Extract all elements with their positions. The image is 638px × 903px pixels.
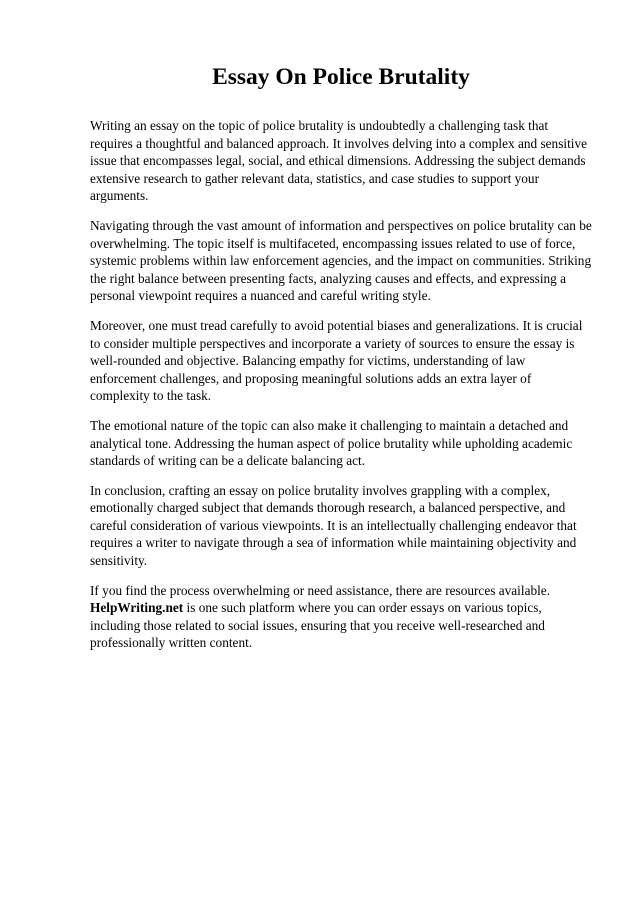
brand-link[interactable]: HelpWriting.net [90,600,184,616]
paragraph-intro: Writing an essay on the topic of police brutality is undoubtedly a challenging task that requires a thoughtful and balanced approach. It involves delving into a complex and sensitive issue that encompasses legal, social, and ethical dimensions. Addressing the subject demands extensive research to gather relevant data, statistics, and case studies to support your arguments. [90,118,588,204]
page-title: Essay On Police Brutality [212,64,470,90]
paragraph-conclusion: In conclusion, crafting an essay on police brutality involves grappling with a complex, emotionally charged subject that demands thorough research, a balanced perspective, and careful consideration of various viewpoints. It is an intellectually challenging endeavor that requires a writer to navigate through a sea of information while maintaining objectivity and sensitivity. [90,482,577,569]
paragraph-emotional: The emotional nature of the topic can also make it challenging to maintain a detached and analytical tone. Addressing the human aspect of police brutality while upholding academic standards of writing can be a delicate balancing act. [90,417,573,469]
closing-lead: If you find the process overwhelming or need assistance, there are resources available. [90,582,551,598]
paragraph-moreover: Moreover, one must tread carefully to avoid potential biases and generalizations. It is crucial to consider multiple perspectives and incorporate a variety of sources to ensure the essay is well-rounded and objective. Balancing empathy for victims, understanding of law enforcement challenges, and proposing meaningful solutions adds an extra layer of complexity to the task. [90,317,583,404]
paragraph-closing [90,582,592,652]
paragraph-navigating: Navigating through the vast amount of information and perspectives on police brutality can be overwhelming. The topic itself is multifaceted, encompassing issues related to use of force, systemic problems within law enforcement agencies, and the impact on communities. Striking the right balance between presenting facts, analyzing causes and effects, and expressing a personal viewpoint requires a nuanced and careful writing style. [90,217,592,304]
closing-rest: is one such platform where you can order essays on various topics, including those related to social issues, ensuring that you receive well-researched and professionally written content. [90,600,545,651]
